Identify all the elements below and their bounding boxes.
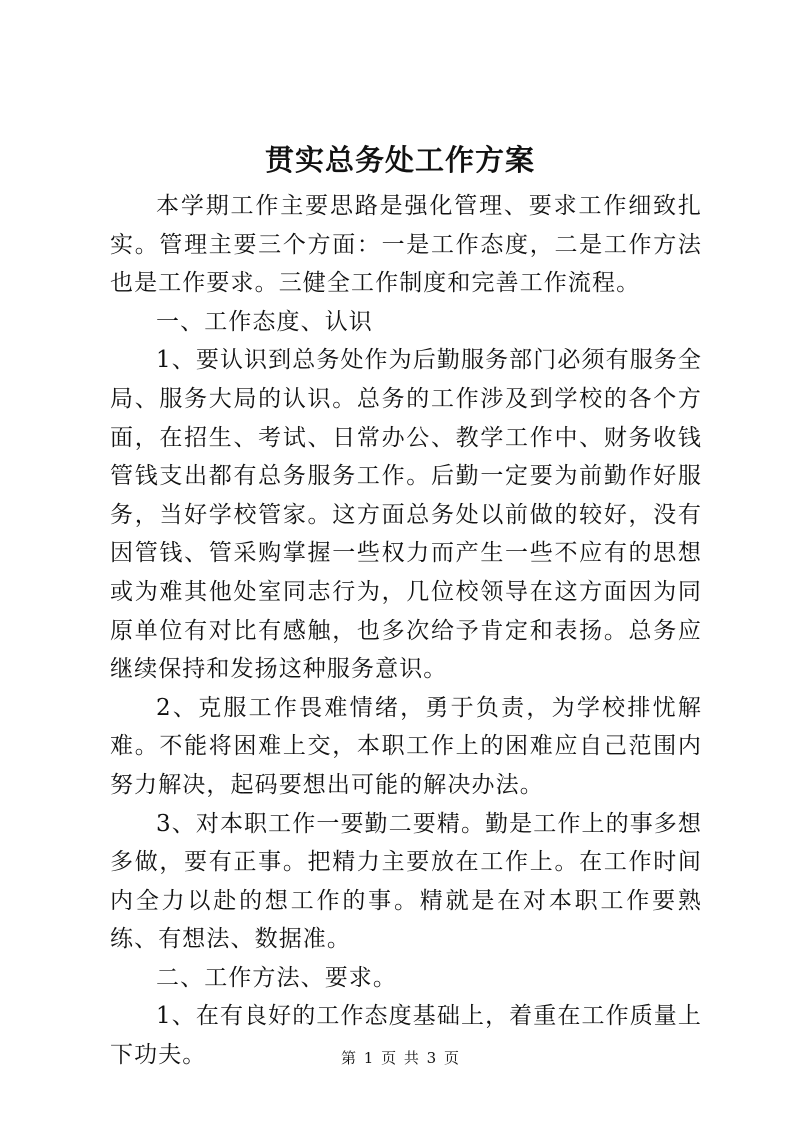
paragraph-method-1: 1、在有良好的工作态度基础上，着重在工作质量上下功夫。 [110,1003,702,1069]
paragraph-item-1: 1、要认识到总务处作为后勤服务部门必须有服务全局、服务大局的认识。总务的工作涉及到学校的各个方面，在招生、考试、日常办公、教学工作中、财务收钱管钱支出都有总务服务工作。后勤一定要为前勤作好服务，当好学校管家。这方面总务处以前做的较好，没有因管钱、管采购掌握一些权力而产生一些不应有的思想或为难其他处室同志行为，几位校领导在这方面因为同原单位有对比有感触，也多次给予肯定和表扬。总务应继续保持和发扬这种服务意识。 [110,347,702,683]
paragraph-intro: 本学期工作主要思路是强化管理、要求工作细致扎实。管理主要三个方面：一是工作态度，二是工作方法也是工作要求。三健全工作制度和完善工作流程。 [110,193,702,297]
paragraph-item-2: 2、克服工作畏难情绪，勇于负责，为学校排忧解难。不能将困难上交，本职工作上的困难应自己范围内努力解决，起码要想出可能的解决办法。 [110,694,702,798]
document-body [110,187,702,1075]
section-heading-attitude: 一、工作态度、认识 [156,308,373,335]
page-footer: 第 1 页 共 3 页 [341,1049,459,1067]
paragraph-item-3: 3、对本职工作一要勤二要精。勤是工作上的事多想多做，要有正事。把精力主要放在工作上。在工作时间内全力以赴的想工作的事。精就是在对本职工作要熟练、有想法、数据准。 [110,810,702,953]
section-heading-methods: 二、工作方法、要求。 [156,964,397,991]
document-title: 贯实总务处工作方案 [264,143,535,177]
